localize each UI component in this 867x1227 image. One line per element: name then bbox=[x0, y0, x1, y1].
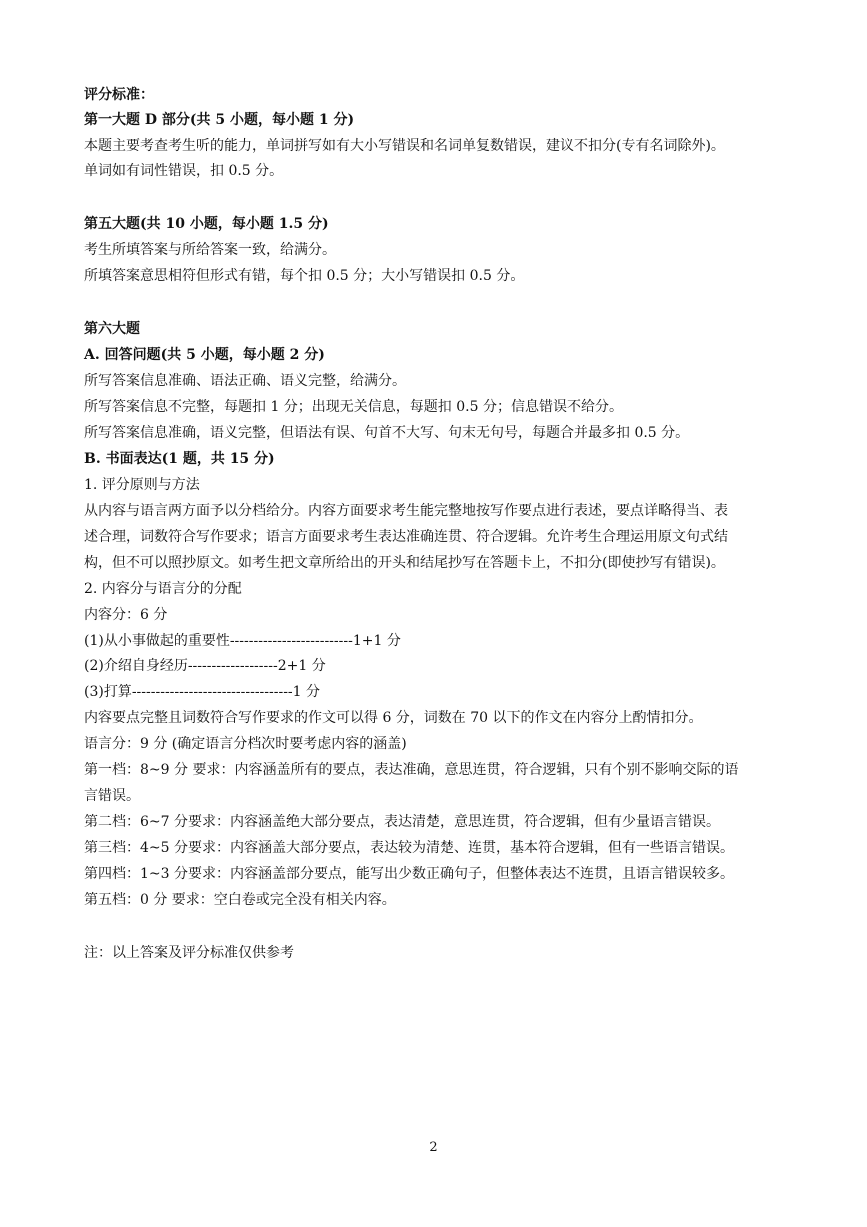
partB-line: 语言分：9 分 (确定语言分档次时要考虑内容的涵盖) bbox=[84, 736, 407, 752]
partB-line: 从内容与语言两方面予以分档给分。内容方面要求考生能完整地按写作要点进行表述，要点详略得当、表 bbox=[84, 503, 728, 519]
section1-line: 单词如有词性错误，扣 0.5 分。 bbox=[84, 163, 284, 179]
section5-line: 考生所填答案与所给答案一致，给满分。 bbox=[84, 242, 336, 258]
section5-line: 所填答案意思相符但形式有错，每个扣 0.5 分；大小写错误扣 0.5 分。 bbox=[84, 268, 525, 284]
scoring-standard-title: 评分标准： bbox=[84, 87, 154, 103]
partB-line: 第一档：8~9 分 要求：内容涵盖所有的要点，表达准确，意思连贯，符合逻辑，只有个别不影响交际的语 bbox=[84, 762, 739, 778]
partB-line: 内容分：6 分 bbox=[84, 607, 168, 623]
partB-line: (2)介绍自身经历-------------------2+1 分 bbox=[84, 658, 326, 674]
partB-line: 2. 内容分与语言分的分配 bbox=[84, 581, 242, 597]
partB-line: 第三档：4~5 分要求：内容涵盖大部分要点，表达较为清楚、连贯，基本符合逻辑，但有一些语言错误。 bbox=[84, 840, 734, 856]
section6-heading: 第六大题 bbox=[84, 321, 140, 337]
partB-line: 构，但不可以照抄原文。如考生把文章所给出的开头和结尾抄写在答题卡上，不扣分(即使抄写有错误)。 bbox=[84, 555, 725, 571]
section5-heading: 第五大题(共 10 小题，每小题 1.5 分) bbox=[84, 216, 329, 232]
partB-line: 述合理，词数符合写作要求；语言方面要求考生表达准确连贯、符合逻辑。允许考生合理运用原文句式结 bbox=[84, 529, 728, 545]
section6-partA-heading: A. 回答问题(共 5 小题，每小题 2 分) bbox=[84, 347, 325, 363]
page-number: 2 bbox=[429, 1140, 438, 1155]
partA-line: 所写答案信息准确、语法正确、语义完整，给满分。 bbox=[84, 373, 406, 389]
partA-line: 所写答案信息准确，语义完整，但语法有误、句首不大写、句末无句号，每题合并最多扣 0.5 分。 bbox=[84, 425, 690, 441]
section1-line: 本题主要考查考生听的能力，单词拼写如有大小写错误和名词单复数错误，建议不扣分(专有名词除外)。 bbox=[84, 138, 725, 154]
partB-line: (3)打算----------------------------------1 分 bbox=[84, 684, 321, 700]
partB-line: 第二档：6~7 分要求：内容涵盖绝大部分要点，表达清楚，意思连贯，符合逻辑，但有少量语言错误。 bbox=[84, 814, 720, 830]
partB-line: 第四档：1~3 分要求：内容涵盖部分要点，能写出少数正确句子，但整体表达不连贯，且语言错误较多。 bbox=[84, 866, 734, 882]
partB-line: 言错误。 bbox=[84, 788, 140, 804]
partB-line: 1. 评分原则与方法 bbox=[84, 477, 200, 493]
partB-line: 第五档：0 分 要求：空白卷或完全没有相关内容。 bbox=[84, 892, 396, 908]
partA-line: 所写答案信息不完整，每题扣 1 分；出现无关信息，每题扣 0.5 分；信息错误不给分。 bbox=[84, 399, 623, 415]
reference-note: 注：以上答案及评分标准仅供参考 bbox=[84, 945, 294, 961]
section6-partB-heading: B. 书面表达(1 题，共 15 分) bbox=[84, 451, 275, 467]
partB-line: (1)从小事做起的重要性--------------------------1+1 分 bbox=[84, 633, 401, 649]
partB-line: 内容要点完整且词数符合写作要求的作文可以得 6 分，词数在 70 以下的作文在内容分上酌情扣分。 bbox=[84, 710, 703, 726]
section1-heading: 第一大题 D 部分(共 5 小题，每小题 1 分) bbox=[84, 112, 355, 128]
